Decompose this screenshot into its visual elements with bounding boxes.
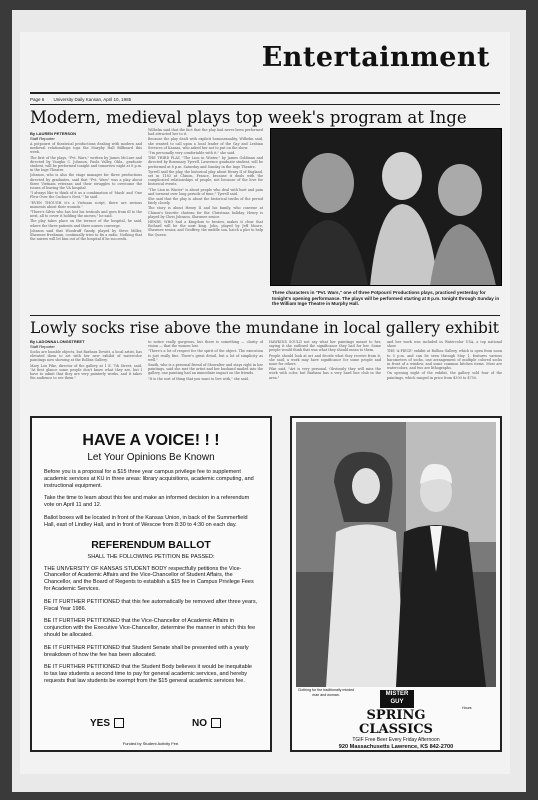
tgif-line: TGIF Free Beer Every Friday Afternoon [352, 737, 440, 743]
story2-column-4: and her work was included in Watercolor USA, a top national show. THE 'A-PIECE' exhibit at Rollins Gallery, which is open from noon to 5 p.m. and can be seen through May 1, features various barometers of socks, one arrangement of multiple colored socks in front of a window, and some common kitchen items. Most are watercolors, and two are lithographs. On opening night of the exhibit, the gallery sold four of the paintings, which ranged in price from $300 to $750. [387, 340, 502, 380]
classics-headline: CLASSICS [359, 722, 433, 737]
ballot-subtitle: SHALL THE FOLLOWING PETITION BE PASSED: [87, 553, 215, 560]
store-address: 920 Massachusetts Lawrence, KS 842-2700 [338, 744, 454, 750]
hours-label: Hours [462, 706, 472, 710]
yes-checkbox [114, 718, 124, 728]
section-title: Entertainment [261, 42, 490, 73]
ad-subhead: Let Your Opinions Be Known [87, 452, 215, 463]
page-number: Page 6 [30, 97, 45, 102]
masthead-rule [30, 92, 500, 94]
story2-byline [30, 339, 85, 349]
story2-byline-role: Staff Reporter [30, 344, 55, 349]
couple-photo-illustration [296, 422, 496, 687]
ad-paragraph-3: Ballot boxes will be located in front of the Kansas Union, in back of the Summerfield Hall, east of Lindley Hall, and in front of Wescoe from 8:30 to 4:30 on each day. [44, 514, 248, 528]
ad-headline: HAVE A VOICE! ! ! [82, 432, 220, 449]
ballot-resolution-3: BE IT FURTHER PETITIONED that the Vice-Chancellor of Academic Affairs in conjunction with the Executive Vice-Chancellor, determine the manner in which this fee should be allocated. [44, 618, 256, 638]
clothing-ad [290, 416, 502, 752]
story1-photo [270, 128, 502, 286]
paper-date: University Daily Kansan, April 10, 1985 [53, 97, 132, 102]
story2-column-1: Socks are humble objects, but Barbara Dewitt, a local artist, has elevated them to art with her new exhibit of watercolor paintings now showing at the Rollins Gallery. Mary Lou Pike, director of the gallery at 1 E. 7th Street, said, "At first glance some people don't know what they are, but I have to admit that they are very painterly works, and it takes the audience to see them." [30, 350, 142, 381]
story1-column-2: Wilhelm said that the fact that the play had never been performed had attracted her to it. Because the play dealt with explicit homosexuality, Wilhelm said, she wanted to call upon a local leader of the Gay and Lesbian Services of Kansas, who asked her not to put on the show. "I'm personally very comfortable with it," she said. THE THIRD PLAY, "The Lion in Winter," by James Goldman and directed by Rosemary Tyrrell, Lawrence graduate student, will be performed at 8 p.m. Saturday and Sunday in the Inge Theatre. Tyrrell said the play, the historical play about Henry II of England, set in 1183 at Chinon, France, because it deals with the complicated relationships of people, not because of the love for historical events. "The Lion in Winter" is about people who deal with hurt and pain and torment over long periods of time," Tyrrell said. She said that the play is about the historical truths of the period fairly closely. The story is about Henry II and his family, who convene at Chinon's favorite chateau for the Christmas holiday. Henry is played by Chris Johnson, Shawnee senior. HENRY, WHO had a Kingdom to bestow, makes it clear that Richard will be the next king. John, played by Jeff Moore, Shawnee senior, and Geoffrey, the middle son, hatch a plot to help the Queen. [148, 128, 263, 237]
story2-headline: Lowly socks rise above the mundane in local gallery exhibit [30, 319, 500, 337]
clothing-tagline: Clothing for the traditionally minded man and woman. [297, 688, 355, 697]
no-label: NO [192, 718, 207, 729]
funded-note: Funded by Student Activity Fee. [122, 741, 180, 746]
story1-headline: Modern, medieval plays top week's program at Inge [30, 108, 467, 127]
ballot-title: REFERENDUM BALLOT [91, 538, 211, 551]
couple-photo [296, 422, 496, 687]
yes-option [90, 718, 124, 729]
spring-headline: SPRING [366, 708, 426, 723]
story1-byline-name: By LAUREN PETERSON [30, 131, 77, 136]
folio-rule [30, 104, 500, 105]
actors-photo-illustration [270, 128, 502, 286]
yes-label: YES [90, 718, 111, 729]
story1-byline-role: Staff Reporter [30, 136, 55, 141]
ballot-resolution-4: BE IT FURTHER PETITIONED that Student Senate shall be presented with a yearly breakdown of how the fee has been allocated. [44, 644, 249, 658]
story1-column-1: A potpourri of theatrical productions dealing with modern and medieval relationships tops the Murphy Hall Billboard this week. The first of the plays, "Pvt. Wars," written by James McLure and directed by Vaughn C. Johnson, Paola Valley, Okla., graduate student, will be performed tonight and tomorrow night at 8 p.m. in the Inge Theatre. Johnson, who is also the stage manager for three productions directed by graduates, said that "Pvt. Wars" was a play about three Vietnam veterans and their struggles to overcome the issues of leaving the VA hospital. "I always like to think of it as a combination of 'Mash' and 'One Flew Over the Cuckoo's Nest,'" he said. "EVEN THOUGH it's a Vietnam script, there are serious moments about their wounds." "There's Silvio who has lost his testicals and goes from ill to the next, all to cover it holding the nurses," he said. The play takes place on the terrace of the hospital, he said, where the three patients and three nurses converge. Johnson said that Woodruff Gandy, played by Steve Miller, Shawnee freshman, continually tries to fix a radio. Nothing that the nurses will let him out of the hospital if he succeeds. [30, 142, 142, 242]
story2-column-2: to notice really gorgeous, but there is something — clarity of vision — that the women lost. "There's a lot of respect for the spirit of the object. The execution is just really fine. There's great detail, but a lot of simplicity as well." Smith, who is a personal friend of Showalter and stays right in her paintings, said she met the artist and her husband mailed into the gallery, one painting had an immediate impact on the friends. "It is the sort of thing that you want to live with," she said. [148, 340, 263, 381]
story2-column-3: HAWKINS SOULD not say what her paintings meant to her, saying it she outlined the significance they had for her. Some people would think that was what they should mean to them. People should look at art and decide what they receive from it, she said, a work may have significance for some people and none for others. Pike said, "Art is very personal. Obviously they will miss the work with color, but Barbara has a very hard line club in the area." [269, 340, 381, 380]
ballot-resolution-5: BE IT FURTHER PETITIONED that the Student Body believes it would be inequitable to tax law students a second time to pay for general academic services, and hereby requests that law students be exempt from the $15 general academic services fee. [44, 664, 252, 684]
folio [30, 97, 139, 102]
ad-paragraph-1: Before you is a proposal for a $15 three year campus privilege fee to supplement academic services at KU in three areas: library acquisitions, academic computing, and instructional equipment. [44, 469, 254, 489]
referendum-ad [30, 416, 272, 752]
no-option [192, 718, 221, 729]
story1-caption: Three characters in "Pvt. Wars," one of three Potpourri Productions plays, practiced yesterday for tonight's opening performance. The plays will be performed starting at 8 p.m. tonight through Sunday in the William Inge Theatre in Murphy Hall. [272, 290, 500, 307]
ballot-resolution-2: BE IT FURTHER PETITIONED that this fee automatically be removed after three years, Fiscal Year 1986. [44, 598, 258, 612]
story1-byline [30, 131, 76, 141]
mister-guy-logo: MISTER GUY [380, 690, 414, 708]
ad-paragraph-2: Take the time to learn about this fee and make an informed decision in a referendum vote on April 11 and 12. [44, 495, 250, 509]
story2-byline-name: By LADONNA LONGSTREET [30, 339, 85, 344]
masthead [28, 42, 500, 92]
ballot-resolution-1: THE UNIVERSITY OF KANSAS STUDENT BODY respectfully petitions the Vice-Chancellor of Academic Affairs and the Vice-Chancellor of Student Affairs, the Chancellor, and the Board of Regents to establish a $15 fee in Campus Privilege Fees for Academic Services. [44, 565, 254, 592]
section-rule [30, 315, 500, 316]
no-checkbox [211, 718, 221, 728]
